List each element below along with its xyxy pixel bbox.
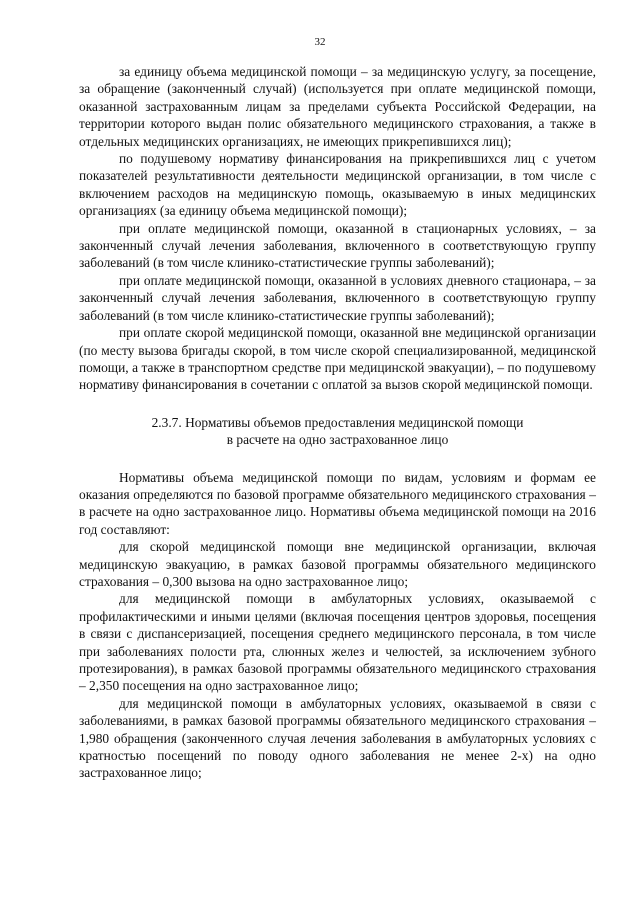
paragraph-outpatient-disease-norm: для медицинской помощи в амбулаторных условиях, оказываемой в связи с заболеваниями, в рамках базовой программы обязательного медицинского страхования – 1,980 обращения (законченного случая лечения заболевания в амбулаторных условиях с кратностью посещений по поводу одного заболевания не менее 2-х) на одно застрахованное лицо; xyxy=(79,695,596,781)
page-content xyxy=(79,63,596,782)
paragraph-volume-norms-intro: Нормативы объема медицинской помощи по видам, условиям и формам ее оказания определяются по базовой программе обязательного медицинского страхования – в расчете на одно застрахованное лицо. Нормативы объема медицинской помощи на 2016 год составляют: xyxy=(79,469,596,537)
paragraph-day-hospital-payment: при оплате медицинской помощи, оказанной в условиях дневного стационара, – за законченный случай лечения заболевания, включенного в соответствующую группу заболеваний (в том числе клинико-статистические группы заболеваний); xyxy=(79,272,596,323)
paragraph-per-capita-attached: по подушевому нормативу финансирования на прикрепившихся лиц с учетом показателей результативности деятельности медицинской организации, в том числе с включением расходов на медицинскую помощь, оказываемую в иных медицинских организациях (за единицу объема медицинской помощи); xyxy=(79,151,596,219)
page-number: 32 xyxy=(314,36,326,48)
section-heading-line-2: в расчете на одно застрахованное лицо xyxy=(226,432,449,448)
paragraph-ambulance-norm: для скорой медицинской помощи вне медицинской организации, включая медицинскую эвакуацию, в рамках базовой программы обязательного медицинского страхования – 0,300 вызова на одно застрахованное лицо; xyxy=(79,539,596,589)
section-heading-line-1: 2.3.7. Нормативы объемов предоставления медицинской помощи xyxy=(151,414,524,430)
paragraph-inpatient-payment: при оплате медицинской помощи, оказанной в стационарных условиях, – за законченный случай лечения заболевания, включенного в соответствующую группу заболеваний (в том числе клинико-статистические группы заболеваний); xyxy=(79,220,596,271)
section-heading xyxy=(79,414,596,449)
paragraph-outpatient-preventive-norm: для медицинской помощи в амбулаторных условиях, оказываемой с профилактическими и иными целями (включая посещения центров здоровья, посещения в связи с диспансеризацией, посещения среднего медицинского персонала, в том числе при заболеваниях полости рта, слюнных желез и челюстей, за исключением зубного протезирования), в рамках базовой программы обязательного медицинского страхования – 2,350 посещения на одно застрахованное лицо; xyxy=(79,591,596,694)
paragraph-payment-per-unit: за единицу объема медицинской помощи – за медицинскую услугу, за посещение, за обращение (законченный случай) (используется при оплате медицинской помощи, оказанной застрахованным лицам за пределами субъекта Российской Федерации, на территории которого выдан полис обязательного медицинского страхования, а также в отдельных медицинских организациях, не имеющих прикрепившихся лиц); xyxy=(79,64,596,149)
paragraph-ambulance-payment: при оплате скорой медицинской помощи, оказанной вне медицинской организации (по месту вызова бригады скорой, в том числе скорой специализированной, медицинской помощи, а также в транспортном средстве при медицинской эвакуации), – по подушевому нормативу финансирования в сочетании с оплатой за вызов скорой медицинской помощи. xyxy=(79,325,596,393)
